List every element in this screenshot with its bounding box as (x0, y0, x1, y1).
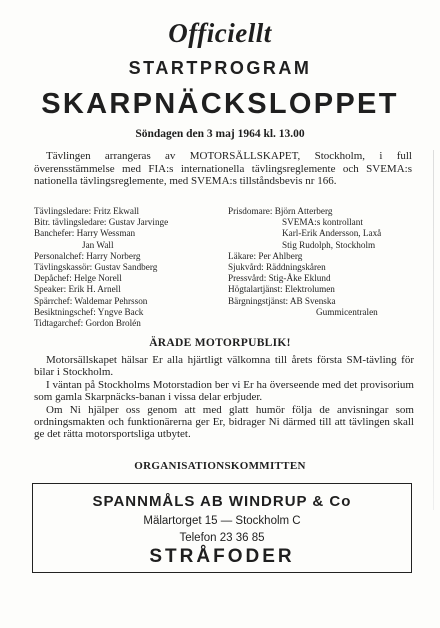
ad-company-name: SPANNMÅLS AB WINDRUP & Co (92, 493, 352, 510)
official-line: Sjukvård: Räddningskåren (228, 261, 326, 272)
official-line: Tävlingsledare: Fritz Ekwall (34, 206, 140, 216)
official-line: Speaker: Erik H. Arnell (34, 284, 121, 295)
event-date: Söndagen den 3 maj 1964 kl. 13.00 (135, 128, 305, 140)
ad-address: Mälartorget 15 — Stockholm C (143, 515, 301, 527)
officials-left-column (34, 206, 224, 329)
official-line: Spärrchef: Waldemar Pehrsson (34, 295, 148, 306)
official-line: Tävlingskassör: Gustav Sandberg (34, 261, 158, 272)
signature: ORGANISATIONSKOMMITTEN (134, 460, 306, 472)
official-line: Tidtagarchef: Gordon Brolén (34, 317, 141, 328)
welcome-paragraph: Motorsällskapet hälsar Er alla hjärtligt välkomna till årets första SM-tävling för bilar i Stockholm. (34, 354, 414, 379)
official-line: Bärgningstjänst: AB Svenska (228, 295, 336, 306)
ad-phone: Telefon 23 36 85 (179, 532, 265, 544)
official-line: Personalchef: Harry Norberg (34, 250, 141, 261)
official-line: Gummicentralen (316, 306, 378, 317)
official-line: Depåchef: Helge Norell (34, 273, 122, 284)
document-title: Officiellt (168, 18, 272, 48)
official-line: Högtalartjänst: Elektrolumen (228, 284, 335, 295)
official-line: Läkare: Per Ahlberg (228, 250, 303, 261)
official-line: SVEMA:s kontrollant (282, 217, 363, 228)
official-line: Jan Wall (82, 239, 114, 250)
official-line: Banchefer: Harry Wessman (34, 228, 136, 239)
official-line: Pressvård: Stig-Åke Eklund (228, 273, 331, 284)
official-line: Bitr. tävlingsledare: Gustav Jarvinge (34, 217, 169, 228)
welcome-paragraph: Om Ni hjälper oss genom att med glatt humör följa de anvisningar som ordningsmakten och funktionärerna ger Er, bidrager Ni därmed till att tävlingen skall ge det rätta motorsportsliga utbytet. (34, 403, 414, 441)
official-line: Karl-Erik Andersson, Laxå (282, 228, 382, 239)
page-fold (433, 150, 434, 510)
welcome-text (34, 354, 414, 441)
officials-right-column (228, 206, 418, 318)
event-name: SKARPNÄCKSLOPPET (41, 88, 399, 120)
advertisement-box (32, 483, 412, 573)
address-heading: ÄRADE MOTORPUBLIK! (149, 337, 291, 349)
document-subtitle: STARTPROGRAM (128, 58, 312, 78)
official-line: Stig Rudolph, Stockholm (282, 239, 376, 250)
official-line: Prisdomare: Björn Atterberg (228, 206, 333, 216)
official-line: Besiktningschef: Yngve Back (34, 306, 144, 317)
welcome-paragraph: I väntan på Stockholms Motorstadion ber vi Er ha överseende med det provisorium som gamla Skarpnäcks-banan i vissa delar erbjuder. (34, 378, 414, 404)
officials-list (34, 206, 414, 331)
intro-paragraph: Tävlingen arrangeras av MOTORSÄLLSKAPET, Stockholm, i full överensstämmelse med FIA:s internationella tävlingsreglemente och SVEMA:s nationella tävlingsreglemente, med SVEMA:s tillståndsbevis nr 166. (34, 150, 412, 187)
ad-product: STRÅFODER (149, 546, 295, 567)
